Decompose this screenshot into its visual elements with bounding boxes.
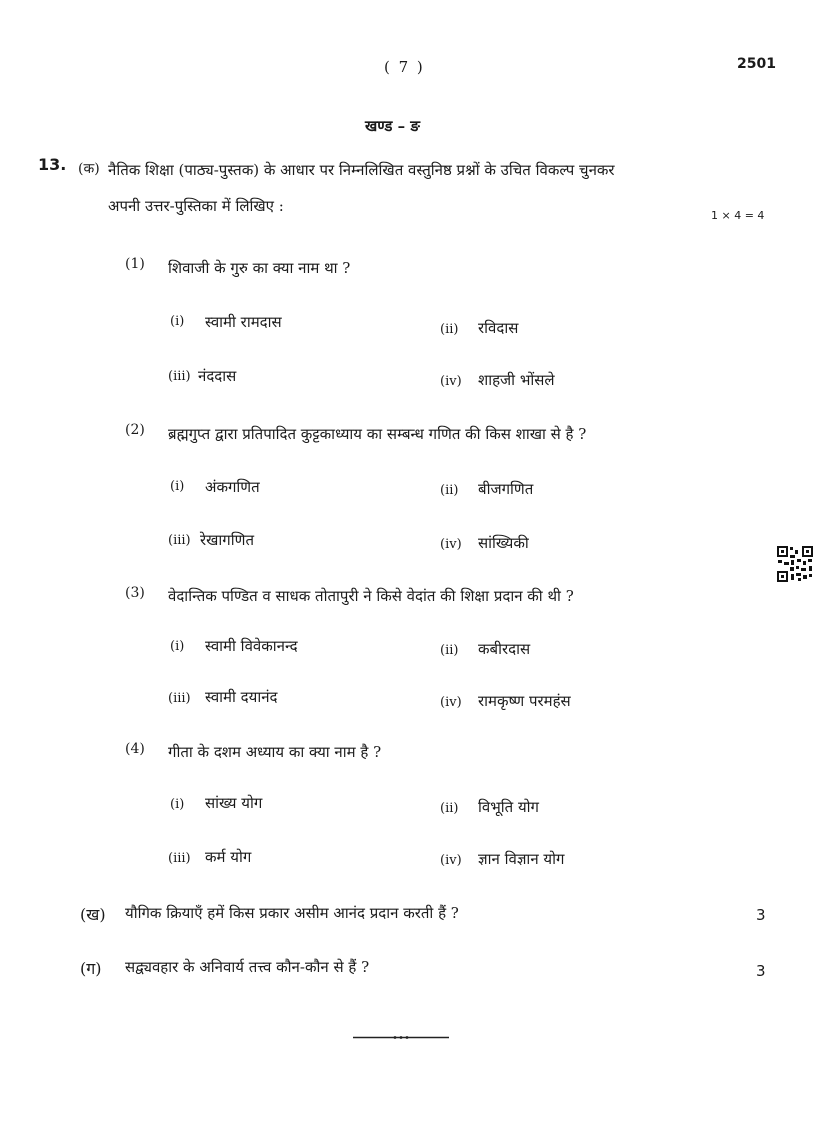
option-text: सांख्य योग [205,794,263,812]
option-label: (iii) [168,369,191,384]
part-b-label: (ख) [80,905,106,924]
question-text-line2: अपनी उत्तर-पुस्तिका में लिखिए : [108,197,284,215]
subquestion-number: (1) [125,256,145,272]
option-text: बीजगणित [478,480,534,498]
question-marks: 1 × 4 = 4 [711,209,765,222]
option-label: (iii) [168,691,191,706]
option-label: (i) [170,639,185,654]
option-text: नंददास [198,367,237,385]
section-title: खण्ड – ङ [365,117,420,135]
question-text-line1: नैतिक शिक्षा (पाठ्य-पुस्तक) के आधार पर निम्नलिखित वस्तुनिष्ठ प्रश्नों के उचित विकल्प चुनकर [108,161,615,179]
option-text: स्वामी विवेकानन्द [205,637,298,655]
option-text: रामकृष्ण परमहंस [478,692,571,710]
option-label: (iii) [168,851,191,866]
part-c-marks: 3 [756,962,766,980]
option-label: (iii) [168,533,191,548]
option-text: रविदास [478,319,519,337]
question-number: 13. [38,155,67,174]
part-c-label: (ग) [80,959,102,978]
option-text: सांख्यिकी [478,534,529,552]
end-divider [353,1036,449,1039]
option-text: कर्म योग [205,848,252,866]
option-text: स्वामी रामदास [205,313,282,331]
option-text: अंकगणित [205,478,260,496]
option-label: (ii) [440,483,459,498]
option-text: रेखागणित [200,531,255,549]
question-part-label: (क) [78,161,100,177]
subquestion-number: (4) [125,741,145,757]
paper-code: 2501 [737,56,776,72]
part-b-marks: 3 [756,906,766,924]
option-text: ज्ञान विज्ञान योग [478,850,565,868]
subquestion-number: (3) [125,585,145,601]
subquestion-text: गीता के दशम अध्याय का क्या नाम है ? [168,743,382,761]
option-label: (ii) [440,643,459,658]
part-b-text: यौगिक क्रियाएँ हमें किस प्रकार असीम आनंद प्रदान करती हैं ? [125,904,459,922]
option-label: (i) [170,479,185,494]
subquestion-number: (2) [125,422,145,438]
part-c-text: सद्व्यवहार के अनिवार्य तत्त्व कौन-कौन से हैं ? [125,958,370,976]
subquestion-text: शिवाजी के गुरु का क्या नाम था ? [168,259,351,277]
qr-code [776,545,814,583]
option-label: (iv) [440,374,462,389]
option-text: विभूति योग [478,798,540,816]
subquestion-text: वेदान्तिक पण्डित व साधक तोतापुरी ने किसे वेदांत की शिक्षा प्रदान की थी ? [168,587,574,605]
option-text: स्वामी दयानंद [205,688,278,706]
page-number: ( 7 ) [384,58,425,76]
option-label: (iv) [440,853,462,868]
option-text: कबीरदास [478,640,531,658]
option-label: (iv) [440,537,462,552]
option-label: (iv) [440,695,462,710]
option-label: (i) [170,314,185,329]
option-text: शाहजी भोंसले [478,371,555,389]
option-label: (ii) [440,322,459,337]
option-label: (ii) [440,801,459,816]
subquestion-text: ब्रह्मगुप्त द्वारा प्रतिपादित कुट्टकाध्याय का सम्बन्ध गणित की किस शाखा से है ? [168,425,587,443]
option-label: (i) [170,797,185,812]
